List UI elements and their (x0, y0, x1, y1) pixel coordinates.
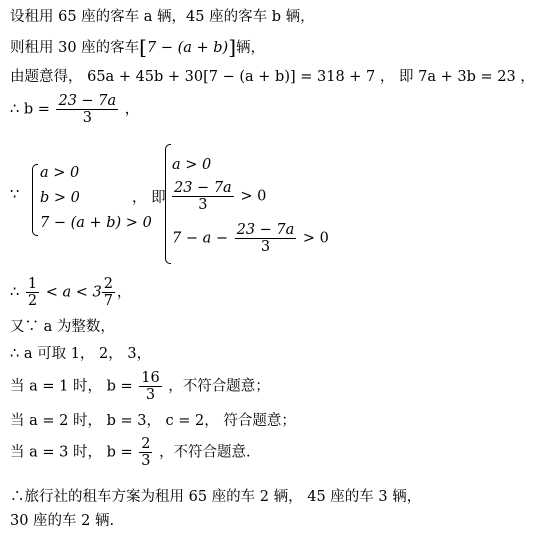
line-30-seat-end: 辆， (236, 40, 265, 56)
system1-line2: b > 0 (40, 190, 80, 206)
because-symbol: ∵ (10, 187, 20, 203)
line-30-seat-text: 则租用 30 座的客车 (10, 40, 140, 56)
line-integer: 又∵ a 为整数， (10, 319, 115, 335)
line-b-expression: ∴ b = $\frac{23 - 7a}{3}$ ， (10, 93, 140, 126)
fraction-b: $\frac{23 - 7a}{3}$ (58, 93, 117, 126)
system1-line1: a > 0 (40, 165, 80, 181)
line-case-3: 当 a = 3 时， b = $\frac{2}{3}$ ，不符合题意. (10, 436, 251, 469)
line-conclusion-end: 30 座的车 2 辆. (10, 513, 115, 529)
line-conclusion: ∴旅行社的租车方案为租用 65 座的车 2 辆， 45 座的车 3 辆， (10, 489, 422, 505)
system2-line1: a > 0 (172, 157, 212, 173)
line-equation: 由题意得， 65a + 45b + 30[7 − (a + b)] = 318 + 7 ， 即 7a + 3b = 23 ， (10, 69, 535, 85)
system1-line3: 7 − (a + b) > 0 (40, 215, 152, 231)
left-brace-1 (32, 164, 38, 236)
system2-line2: $\frac{23 - 7a}{3}$ > 0 (174, 180, 267, 213)
line-range: ∴ $\frac{1}{2}$ < a < 3 $\frac{2}{7}$ ， (10, 276, 132, 309)
line-30-seat: 则租用 30 座的客车[7 − (a + b)]辆， (10, 35, 265, 59)
system2-line3: 7 − a − $\frac{23 - 7a}{3}$ > 0 (172, 222, 329, 255)
line-case-1: 当 a = 1 时， b = $\frac{16}{3}$ ，不符合题意； (10, 370, 270, 403)
line-30-seat-expr: 7 − (a + b) (146, 40, 229, 56)
line-case-2: 当 a = 2 时， b = 3， c = 2， 符合题意； (10, 413, 296, 429)
line-setup: 设租用 65 座的客车 a 辆，45 座的客车 b 辆， (10, 9, 315, 25)
line-values: ∴ a 可取 1， 2， 3， (10, 346, 152, 362)
ji-text: ， 即 (132, 190, 166, 206)
left-brace-2 (165, 144, 171, 264)
